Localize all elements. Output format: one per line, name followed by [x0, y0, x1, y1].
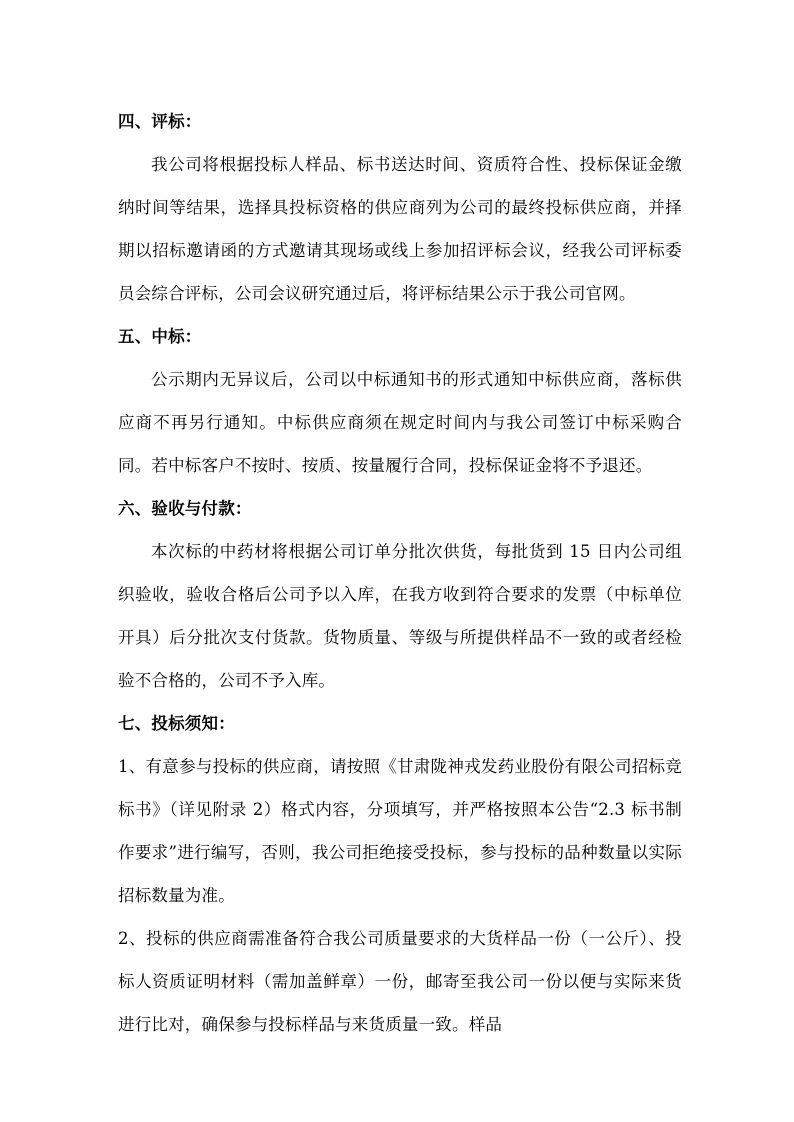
section-body-winning-bid: 公示期内无异议后，公司以中标通知书的形式通知中标供应商，落标供应商不再另行通知。中标供应商须在规定时间内与我公司签订中标采购合同。若中标客户不按时、按质、按量履行合同，投标保证金将不予退还。	[118, 370, 682, 475]
section-body-evaluation: 我公司将根据投标人样品、标书送达时间、资质符合性、投标保证金缴纳时间等结果，选择具投标资格的供应商列为公司的最终投标供应商，并择期以招标邀请函的方式邀请其现场或线上参加招评标会议，经我公司评标委员会综合评标，公司会议研究通过后，将评标结果公示于我公司官网。	[118, 155, 682, 303]
section-body-acceptance-payment: 本次标的中药材将根据公司订单分批次供货，每批货到 15 日内公司组织验收，验收合格后公司予以入库，在我方收到符合要求的发票（中标单位开具）后分批次支付货款。货物质量、等级与所提供样品不一致的或者经检验不合格的，公司不予入库。	[118, 542, 682, 690]
section-heading-acceptance-payment: 六、验收与付款：	[118, 499, 252, 518]
document-body	[118, 100, 682, 1046]
bidding-notice-item-1: 1、有意参与投标的供应商，请按照《甘肃陇神戎发药业股份有限公司招标竞标书》（详见附录 2）格式内容，分项填写，并严格按照本公告“2.3 标书制作要求”进行编写，否则，我公司拒绝接受投标，参与投标的品种数量以实际招标数量为准。	[118, 757, 682, 905]
section-heading-bidding-notice: 七、投标须知：	[118, 714, 235, 733]
section-heading-winning-bid: 五、中标：	[118, 327, 202, 346]
bidding-notice-item-2: 2、投标的供应商需准备符合我公司质量要求的大货样品一份（一公斤）、投标人资质证明材料（需加盖鲜章）一份，邮寄至我公司一份以便与实际来货进行比对，确保参与投标样品与来货质量一致。样品	[118, 929, 682, 1034]
section-heading-evaluation: 四、评标：	[118, 112, 202, 131]
